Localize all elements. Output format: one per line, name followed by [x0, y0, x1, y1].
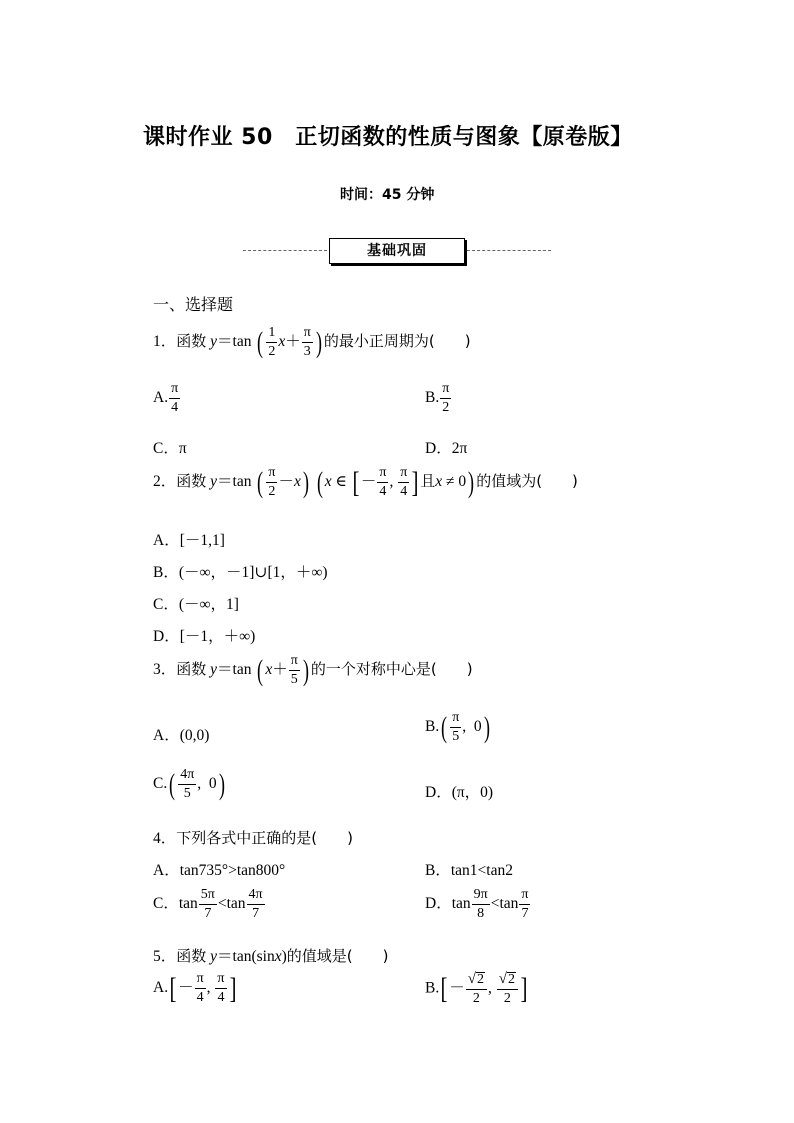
question-4: 4．下列各式中正确的是( ) — [153, 829, 353, 847]
q3-option-d[interactable]: D．(π，0) — [425, 784, 494, 801]
question-1: 1．函数 y＝tan ( $\frac{1}{2}$ x＋ $\frac{\pi}{3}$ ) 的最小正周期为( ) — [153, 325, 471, 359]
section-banner: 基础巩固 — [329, 238, 465, 264]
q4-option-c[interactable]: C．tan $\frac{5\pi}{7}$ <tan $\frac{4\pi}{7}$ — [153, 887, 263, 921]
section-heading: 一、选择题 — [153, 295, 234, 314]
q5-option-a[interactable]: A.[－ $\frac{\pi}{4}$ , $\frac{\pi}{4}$ ] — [153, 971, 236, 1005]
q3-option-a[interactable]: A．(0,0) — [153, 727, 210, 744]
question-3: 3．函数 y＝tan ( x＋ $\frac{\pi}{5}$ ) 的一个对称中心是( ) — [153, 653, 473, 687]
q1-option-b[interactable]: B. $\frac{\pi}{2}$ — [425, 381, 450, 415]
q2-option-a[interactable]: A．[－1,1] — [153, 532, 225, 549]
q1-option-c[interactable]: C．π — [153, 440, 187, 457]
q2-option-c[interactable]: C．(－∞，1] — [153, 596, 239, 613]
q2-option-b[interactable]: B．(－∞，－1]∪[1，＋∞) — [153, 564, 328, 581]
question-2: 2．函数 y＝tan ( $\frac{\pi}{2}$ －x) ( x ∈ [－ $\frac{\pi}{4}$ , $\frac{\pi}{4}$ ] 且x ≠ 0) 的值域为( ) — [153, 465, 578, 499]
divider-right — [467, 250, 551, 251]
q4-option-a[interactable]: A．tan735°>tan800° — [153, 862, 286, 879]
question-5: 5．函数 y＝tan(sinx)的值域是( ) — [153, 947, 389, 965]
q3-option-b[interactable]: B.( $\frac{\pi}{5}$ , 0) — [425, 710, 490, 744]
q4-option-d[interactable]: D．tan $\frac{9\pi}{8}$ <tan $\frac{\pi}{7}$ — [425, 887, 529, 921]
q1-option-a[interactable]: A. $\frac{\pi}{4}$ — [153, 381, 179, 415]
q4-option-b[interactable]: B．tan1<tan2 — [425, 862, 513, 879]
time-limit: 时间：45 分钟 — [340, 187, 435, 203]
q1-option-d[interactable]: D．2π — [425, 440, 468, 457]
divider-left — [243, 250, 327, 251]
q2-option-d[interactable]: D．[－1，＋∞) — [153, 628, 256, 645]
q5-option-b[interactable]: B.[－ √ 2 2 , √ 2 2 ] — [425, 971, 528, 1006]
page-title: 课时作业 50 正切函数的性质与图象【原卷版】 — [143, 125, 633, 150]
q3-option-c[interactable]: C.( $\frac{4\pi}{5}$ , 0) — [153, 767, 225, 801]
